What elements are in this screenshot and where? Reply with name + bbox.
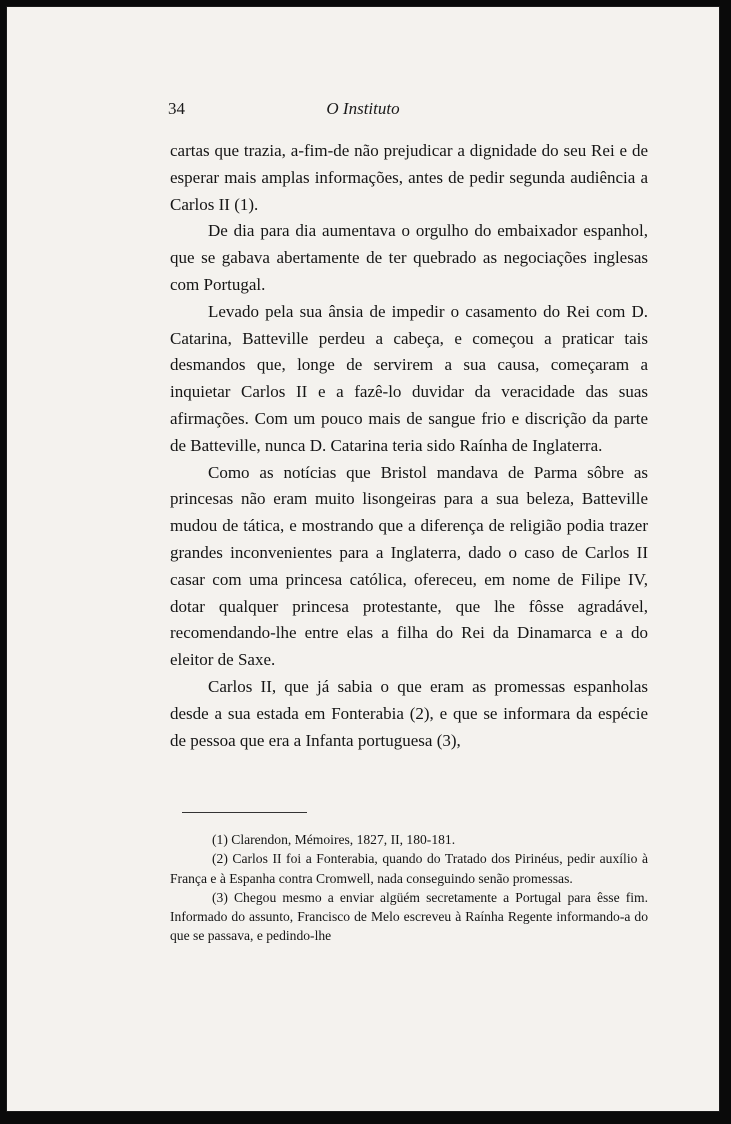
paragraph: cartas que trazia, a-fim-de não prejudicar a dignidade do seu Rei e de esperar mais amplas informações, antes de pedir segunda audiência a Carlos II (1). xyxy=(170,141,648,214)
footnote: (2) Carlos II foi a Fonterabia, quando do Tratado dos Pirinéus, pedir auxílio à França e à Espanha contra Cromwell, nada conseguindo senão promessas. xyxy=(170,851,648,886)
footnote: (1) Clarendon, Mémoires, 1827, II, 180-181. xyxy=(212,832,456,847)
page-number: 34 xyxy=(168,99,185,118)
paragraph: De dia para dia aumentava o orgulho do embaixador espanhol, que se gabava abertamente de ter quebrado as negociações inglesas com Portugal. xyxy=(170,221,648,294)
page-header xyxy=(7,99,719,121)
footnote: (3) Chegou mesmo a enviar algüém secretamente a Portugal para êsse fim. Informado do assunto, Francisco de Melo escreveu à Raínha Regente informando-a do que se passava, e pedindo-lhe xyxy=(170,889,648,944)
footnote-separator xyxy=(182,812,307,813)
book-page xyxy=(6,6,720,1112)
paragraph: Carlos II, que já sabia o que eram as promessas espanholas desde a sua estada em Fonterabia (2), e que se informara da espécie de pessoa que era a Infanta portuguesa (3), xyxy=(170,676,648,750)
paragraph: Levado pela sua ânsia de impedir o casamento do Rei com D. Catarina, Batteville perdeu a cabeça, e começou a praticar tais desmandos que, longe de servirem a sua causa, começaram a inquietar Carlos II e a fazê-lo duvidar da veracidade das suas afirmações. Com um pouco mais de sangue frio e discrição da parte de Batteville, nunca D. Catarina teria sido Raínha de Inglaterra. xyxy=(170,301,648,455)
body-text xyxy=(170,138,648,754)
paragraph: Como as notícias que Bristol mandava de Parma sôbre as princesas não eram muito lisongeiras para a sua beleza, Batteville mudou de tática, e mostrando que a diferença de religião podia trazer grandes inconvenientes para a Inglaterra, dado o caso de Carlos II casar com uma princesa católica, ofereceu, em nome de Filipe IV, dotar qualquer princesa protestante, que lhe fôsse agradável, recomendando-lhe entre elas a filha do Rei da Dinamarca e a do eleitor de Saxe. xyxy=(170,462,648,670)
running-title: O Instituto xyxy=(326,99,400,118)
footnotes xyxy=(170,830,648,946)
